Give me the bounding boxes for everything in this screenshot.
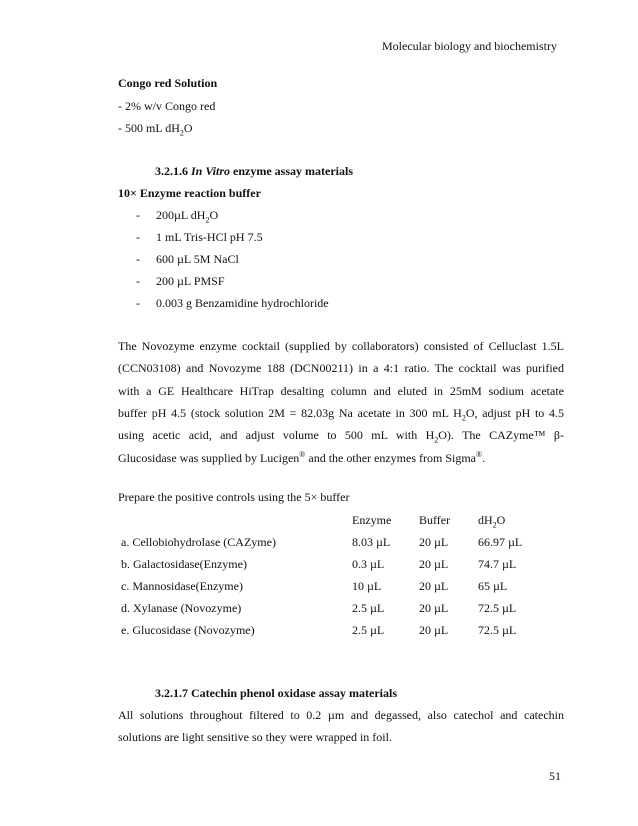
table-row-2-water: 74.7 µL: [478, 557, 517, 571]
paragraph-2-line-2: solutions are light sensitive so they were wrapped in foil.: [118, 730, 392, 744]
table-row-5-buffer: 20 µL: [419, 623, 449, 637]
table-row-1-name: a. Cellobiohydrolase (CAZyme): [121, 535, 276, 549]
table-row-3-name: c. Mannosidase(Enzyme): [121, 579, 243, 593]
paragraph-1-line-1: The Novozyme enzyme cocktail (supplied by collaborators) consisted of Celluclast 1.5L: [118, 339, 564, 353]
buffer-dash-5: -: [136, 296, 140, 310]
page-number: 51: [549, 769, 561, 783]
paragraph-1-line-2: (CCN03108) and Novozyme 188 (DCN00211) in a 4:1 ratio. The cocktail was purified: [118, 361, 564, 375]
table-row-3-buffer: 20 µL: [419, 579, 449, 593]
table-row-1-buffer: 20 µL: [419, 535, 449, 549]
table-header-buffer: Buffer: [419, 513, 451, 527]
table-row-4-name: d. Xylanase (Novozyme): [121, 601, 242, 615]
section-heading-3217: 3.2.1.7 Catechin phenol oxidase assay materials: [155, 686, 398, 700]
congo-item-1: - 2% w/v Congo red: [118, 99, 216, 113]
table-row-4-water: 72.5 µL: [478, 601, 517, 615]
table-row-2-name: b. Galactosidase(Enzyme): [121, 557, 247, 571]
paragraph-1-line-6: Glucosidase was supplied by Lucigen® and the other enzymes from Sigma®.: [118, 450, 486, 465]
congo-title: Congo red Solution: [118, 76, 218, 90]
table-row-2-enzyme: 0.3 µL: [352, 557, 385, 571]
buffer-title: 10× Enzyme reaction buffer: [118, 186, 261, 200]
buffer-dash-4: -: [136, 274, 140, 288]
table-row-4-enzyme: 2.5 µL: [352, 601, 385, 615]
buffer-dash-3: -: [136, 252, 140, 266]
paragraph-2-line-1: All solutions throughout filtered to 0.2 µm and degassed, also catechol and catechin: [118, 708, 564, 722]
table-row-3-water: 65 µL: [478, 579, 508, 593]
page-header: Molecular biology and biochemistry: [382, 39, 557, 53]
table-row-5-enzyme: 2.5 µL: [352, 623, 385, 637]
buffer-dash-2: -: [136, 230, 140, 244]
buffer-item-3: 600 µL 5M NaCl: [156, 252, 239, 266]
buffer-item-2: 1 mL Tris-HCl pH 7.5: [156, 230, 263, 244]
table-row-1-water: 66.97 µL: [478, 535, 523, 549]
buffer-item-4: 200 µL PMSF: [156, 274, 225, 288]
congo-item-2: - 500 mL $dH_2O$: [118, 121, 193, 138]
paragraph-1-line-4: buffer pH 4.5 (stock solution 2M = 82.03g Na acetate in 300 mL $H_2O$, adjust pH to 4.5: [118, 406, 564, 423]
table-row-3-enzyme: 10 µL: [352, 579, 382, 593]
paragraph-1-line-3: with a GE Healthcare HiTrap desalting column and eluted in 25mM sodium acetate: [118, 384, 564, 398]
table-row-2-buffer: 20 µL: [419, 557, 449, 571]
table-row-5-water: 72.5 µL: [478, 623, 517, 637]
table-intro: Prepare the positive controls using the 5× buffer: [118, 490, 350, 504]
section-heading-3216: 3.2.1.6 In Vitro enzyme assay materials: [155, 164, 354, 178]
table-header-dh2o: $dH_2O$: [478, 513, 506, 530]
table-header-enzyme: Enzyme: [352, 513, 392, 527]
buffer-dash-1: -: [136, 208, 140, 222]
buffer-item-5: 0.003 g Benzamidine hydrochloride: [156, 296, 329, 310]
buffer-item-1: 200µL $dH_2O$: [156, 208, 219, 225]
table-row-4-buffer: 20 µL: [419, 601, 449, 615]
paragraph-1-line-5: using acetic acid, and adjust volume to 500 mL with $H_2O$). The CAZyme™ β-: [118, 428, 564, 445]
table-row-5-name: e. Glucosidase (Novozyme): [121, 623, 255, 637]
table-row-1-enzyme: 8.03 µL: [352, 535, 391, 549]
